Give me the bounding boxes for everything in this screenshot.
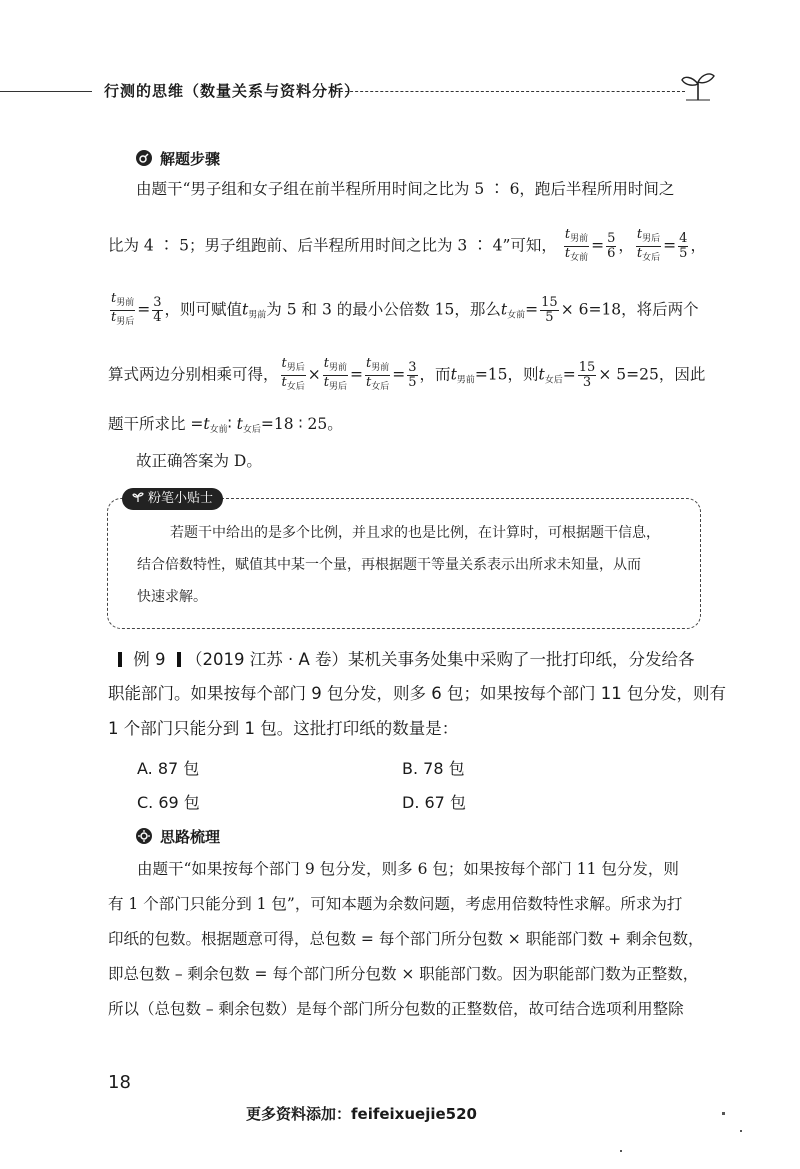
tip-label [122, 488, 223, 510]
scan-speck [722, 1112, 725, 1115]
fraction-5-6: $\frac{5}{6}$ [607, 231, 616, 261]
steps-heading-text: 解题步骤 [160, 150, 221, 168]
header-rule-right [335, 91, 685, 92]
header-title: 行测的思维（数量关系与资料分析） [104, 82, 361, 100]
option-d: D. 67 包 [402, 793, 466, 812]
fraction-male-front-male-back: $\frac{t_{男前}}{t_{男后}}$ [111, 291, 135, 327]
steps-line-1: 由题干“男子组和女子组在前半程所用时间之比为 5 ∶ 6，跑后半程所用时间之 [136, 180, 675, 198]
steps-icon [136, 150, 152, 166]
steps-line-2-text: 比为 4 ∶ 5；男子组跑前、后半程所用时间之比为 3 ∶ 4”可知， [108, 236, 557, 255]
leaf-icon [132, 491, 144, 503]
example-line-3: 1 个部门只能分到 1 包。这批打印纸的数量是： [108, 719, 459, 738]
analysis-line-3: 印纸的包数。根据题意可得，总包数 = 每个部门所分包数 × 职能部门数 + 剩余包数， [108, 930, 704, 948]
example-bar-right [177, 652, 181, 667]
analysis-heading [136, 826, 220, 847]
option-a: A. 87 包 [137, 759, 200, 778]
analysis-line-1: 由题干“如果按每个部门 9 包分发，则多 6 包；如果按每个部门 11 包分发，则 [137, 860, 679, 878]
steps-line-3: $\frac{t_{男前}}{t_{男后}}$ = $\frac{3}{4}$ ，则可赋值$t_{男前}$为 5 和 3 的最小公倍数 15，那么$t_{女前}=$ $\frac{15}{5}$ × 6=18，将后两个 [111, 291, 699, 327]
fraction-15-5: $\frac{15}{5}$ [541, 295, 558, 325]
fraction-3-5: $\frac{3}{5}$ [408, 360, 417, 390]
tip-line-1: 若题干中给出的是多个比例，并且求的也是比例，在计算时，可根据题干信息， [170, 525, 660, 541]
fraction-3-4: $\frac{3}{4}$ [153, 295, 162, 325]
fraction-male-front-male-back-2: $\frac{t_{男前}}{t_{男后}}$ [323, 356, 348, 392]
steps-line-2: 比为 4 ∶ 5；男子组跑前、后半程所用时间之比为 3 ∶ 4”可知， $\frac{t_{男前}}{t_{女前}}$ = $\frac{5}{6}$ ， $\frac{t_{男后}}{t_{女后}}$ = $\frac{4}{5}$ ， [108, 227, 706, 263]
header-rule-left [0, 91, 92, 92]
tip-line-3: 快速求解。 [137, 589, 207, 605]
gear-icon [136, 828, 152, 844]
answer-line: 故正确答案为 D。 [136, 452, 262, 470]
fraction-male-back-female-back: $\frac{t_{男后}}{t_{女后}}$ [636, 227, 661, 263]
example-line-1-text: （2019 江苏 · A 卷）某机关事务处集中采购了一批打印纸，分发给各 [186, 650, 695, 669]
analysis-line-2: 有 1 个部门只能分到 1 包”，可知本题为余数问题，考虑用倍数特性求解。所求为打 [108, 895, 683, 913]
fraction-4-5: $\frac{4}{5}$ [679, 231, 688, 261]
steps-line-4: 算式两边分别相乘可得， $\frac{t_{男后}}{t_{女后}}$ × $\frac{t_{男前}}{t_{男后}}$ = $\frac{t_{男前}}{t_{女后}}$ = $\frac{3}{5}$ ，而$t_{男前}=15$，则$t_{女后}=$ $\frac{15}{3}$ × 5=25，因此 [108, 356, 706, 392]
page-number: 18 [108, 1072, 131, 1093]
example-label: 例 9 [133, 650, 166, 669]
footer-text: 更多资料添加：feifeixuejie520 [246, 1105, 477, 1123]
analysis-line-5: 所以（总包数 – 剩余包数）是每个部门所分包数的正整数倍，故可结合选项利用整除 [108, 1000, 684, 1018]
running-header [0, 78, 800, 108]
example-line-2: 职能部门。如果按每个部门 9 包分发，则多 6 包；如果按每个部门 11 包分发，则有 [108, 684, 726, 703]
scan-speck [620, 1150, 622, 1152]
option-c: C. 69 包 [137, 793, 200, 812]
fraction-15-3: $\frac{15}{3}$ [578, 360, 596, 390]
steps-heading [136, 148, 220, 169]
analysis-heading-text: 思路梳理 [160, 828, 221, 846]
fraction-male-front-female-back: $\frac{t_{男前}}{t_{女后}}$ [366, 356, 390, 392]
example-bar-left [118, 652, 122, 667]
option-b: B. 78 包 [402, 759, 465, 778]
tip-label-text: 粉笔小贴士 [148, 491, 214, 506]
example-line-1 [118, 645, 695, 675]
fraction-male-back-female-back-2: $\frac{t_{男后}}{t_{女后}}$ [281, 356, 305, 392]
tip-line-2: 结合倍数特性，赋值其中某一个量，再根据题干等量关系表示出所求未知量，从而 [137, 557, 641, 573]
scan-speck [740, 1130, 742, 1132]
sprout-icon [678, 66, 718, 106]
steps-line-5: 题干所求比 $=t_{女前}∶$ $t_{女后}=18$ ∶ 25。 [108, 415, 343, 435]
fraction-male-front-female-front: $\frac{t_{男前}}{t_{女前}}$ [564, 227, 589, 263]
analysis-line-4: 即总包数 – 剩余包数 = 每个部门所分包数 × 职能部门数。因为职能部门数为正整数， [108, 965, 699, 983]
